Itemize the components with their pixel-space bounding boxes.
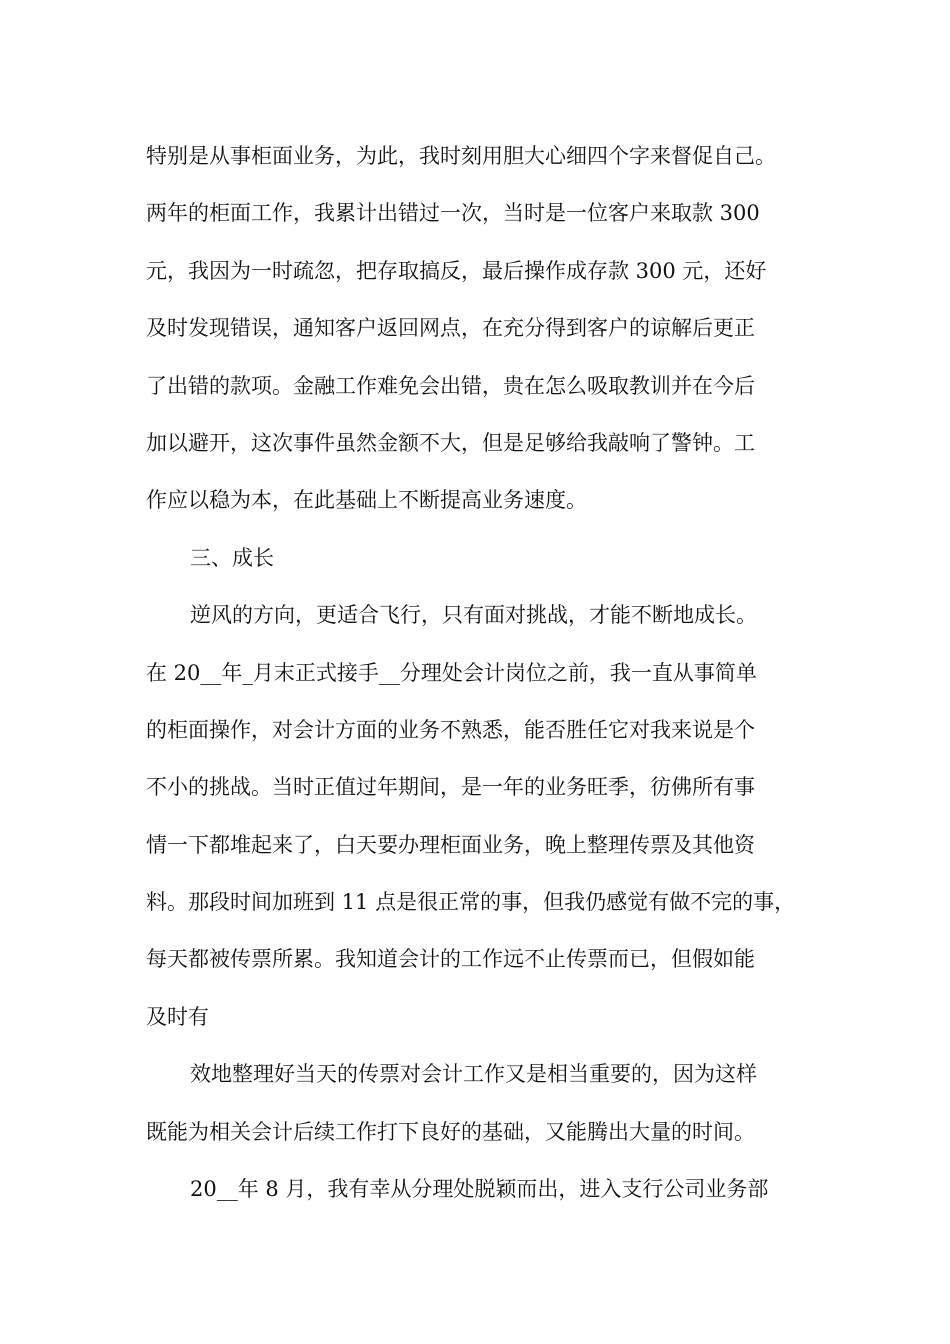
text-line: 作应以稳为本，在此基础上不断提高业务速度。 [146,488,587,513]
text-line: 及时有 [146,1004,209,1029]
text-line: 每天都被传票所累。我知道会计的工作远不止传票而已，但假如能 [146,947,755,972]
text-line: 的柜面操作，对会计方面的业务不熟悉，能否胜任它对我来说是个 [146,717,755,742]
text-line: 不小的挑战。当时正值过年期间，是一年的业务旺季，彷佛所有事 [146,775,755,800]
text-line: 在 20__年_月末正式接手__分理处会计岗位之前，我一直从事简单 [146,660,757,685]
text-line: 了出错的款项。金融工作难免会出错，贵在怎么吸取教训并在今后 [146,373,755,398]
text-line: 元，我因为一时疏忽，把存取搞反，最后操作成存款 300 元，还好 [146,258,767,283]
text-line: 逆风的方向，更适合飞行，只有面对挑战，才能不断地成长。 [190,603,757,628]
text-line: 料。那段时间加班到 11 点是很正常的事，但我仍感觉有做不完的事， [146,890,796,915]
text-line: 两年的柜面工作，我累计出错过一次，当时是一位客户来取款 300 [146,201,760,226]
text-line: 特别是从事柜面业务，为此，我时刻用胆大心细四个字来督促自己。 [146,144,776,168]
text-line: 效地整理好当天的传票对会计工作又是相当重要的，因为这样 [190,1062,757,1087]
text-line: 情一下都堆起来了，白天要办理柜面业务，晚上整理传票及其他资 [146,832,755,857]
text-line: 加以避开，这次事件虽然金额不大，但是足够给我敲响了警钟。工 [146,430,755,455]
text-line: 20__年 8 月，我有幸从分理处脱颖而出，进入支行公司业务部 [190,1177,769,1202]
text-line: 既能为相关会计后续工作打下良好的基础，又能腾出大量的时间。 [146,1119,755,1144]
section-heading: 三、成长 [190,545,274,570]
text-line: 及时发现错误，通知客户返回网点，在充分得到客户的谅解后更正 [146,316,755,341]
body-text [146,128,826,1218]
